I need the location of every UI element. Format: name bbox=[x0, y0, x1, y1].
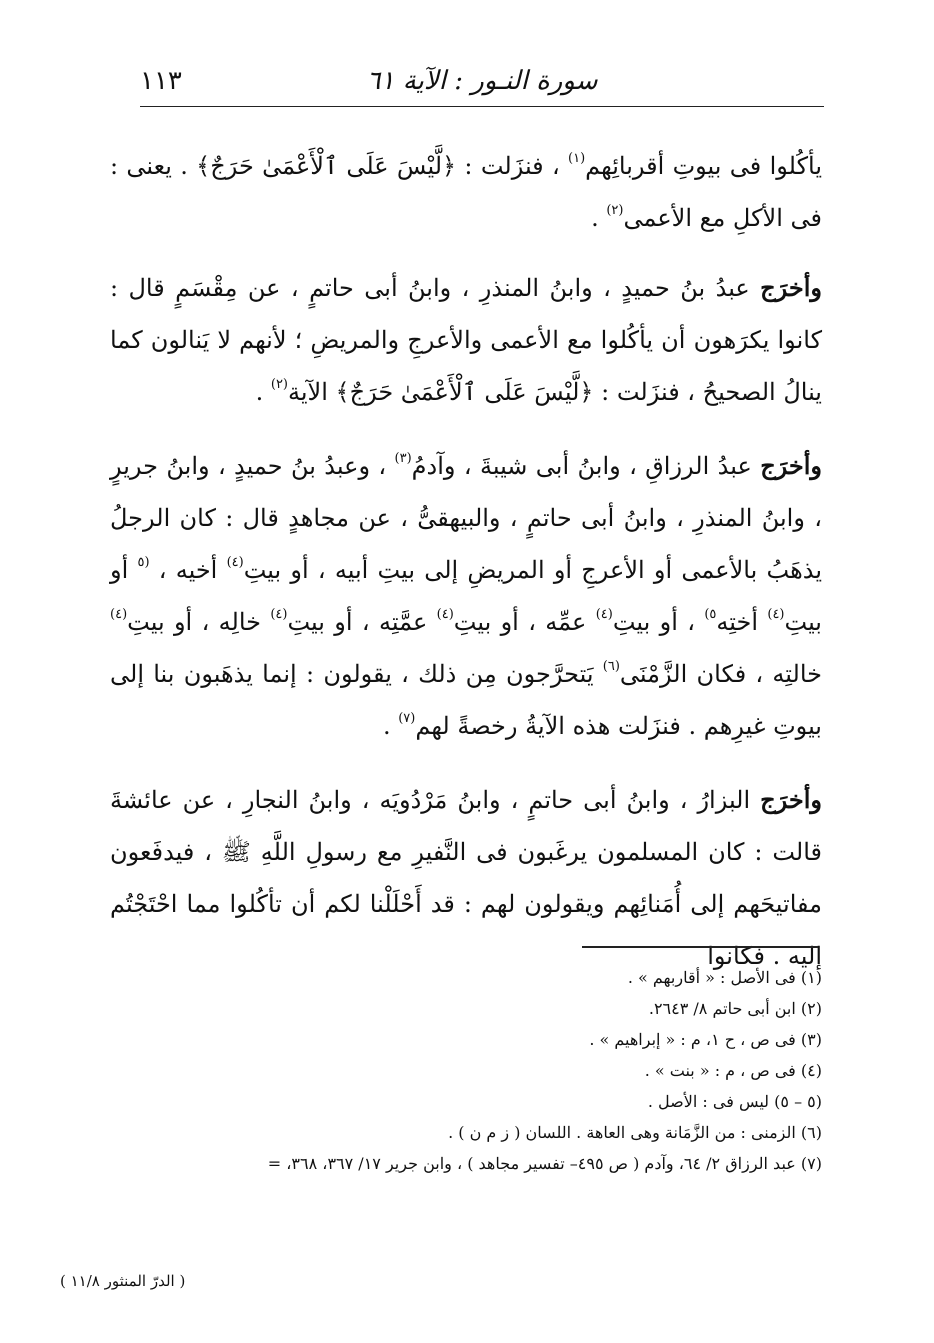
text-run: الآية bbox=[288, 378, 336, 406]
quran-verse: ﴿لَّيْسَ عَلَى ٱلْأَعْمَىٰ حَرَجٌ﴾ bbox=[335, 378, 594, 406]
footnote-marker: (٤) bbox=[110, 607, 128, 622]
footnote-7: (٧) عبد الرزاق ٢/ ٦٤، وآدم ( ص ٤٩٥– تفسير مجاهد ) ، وابن جرير ١٧/ ٣٦٧، ٣٦٨، = bbox=[267, 1154, 822, 1173]
footnote-marker: (٥ bbox=[137, 555, 150, 570]
footnote-marker: (٦) bbox=[602, 659, 620, 674]
footnote-marker: (٧) bbox=[398, 711, 416, 726]
footnote-rule bbox=[582, 946, 818, 948]
quran-verse: ﴿لَّيْسَ عَلَى ٱلْأَعْمَىٰ حَرَجٌ﴾ bbox=[196, 152, 457, 180]
lead-word: وأخرَج bbox=[760, 785, 822, 814]
text-run: أخيه ، bbox=[149, 556, 227, 584]
paragraph-4 bbox=[110, 774, 822, 982]
footnote-marker: (٤) bbox=[595, 607, 613, 622]
footnote-marker: (٤) bbox=[226, 555, 244, 570]
footnote-marker: (٤) bbox=[270, 607, 288, 622]
text-run: ، أو بيتِ bbox=[612, 608, 705, 636]
footnote-marker: ٥) bbox=[704, 607, 717, 622]
lead-word: وأخرَج bbox=[760, 451, 823, 480]
text-run: أو بيتِ bbox=[110, 556, 822, 636]
lead-word: وأخرَج bbox=[760, 273, 822, 302]
text-run: ، فنزَلت : bbox=[456, 152, 560, 180]
text-run: يَتحرَّجون مِن ذلك ، يقولون : إنما يذهَبون بنا إلى بيوتِ غيرِهم . فنزَلت هذه الآيةُ رخصةً لهم bbox=[110, 660, 822, 740]
paragraph-3 bbox=[110, 440, 822, 752]
running-title: سورة النـور : الآية ٦١ bbox=[366, 66, 598, 96]
footnote-4: (٤) فى ص ، م : « بنت » . bbox=[644, 1061, 822, 1080]
text-run: عمَّتِه ، أو بيتِ bbox=[287, 608, 437, 636]
page-number: ١١٣ bbox=[140, 66, 182, 96]
volume-reference: ( الدرّ المنثور ١١/٨ ) bbox=[60, 1272, 186, 1290]
footnote-1: (١) فى الأصل : « أقاربهم » . bbox=[627, 968, 822, 987]
footnote-6: (٦) الزمنى : من الزَّمَانة وهى العاهة . اللسان ( ز م ن ) . bbox=[448, 1123, 822, 1142]
text-run: . يعنى : فى الأكلِ مع الأعمى bbox=[110, 152, 822, 232]
text-run: يأكُلوا فى بيوتِ أقربائِهم bbox=[585, 152, 822, 180]
text-run: . bbox=[591, 204, 599, 232]
text-run: خالِه ، أو بيتِ bbox=[127, 608, 271, 636]
text-run: عمِّه ، أو بيتِ bbox=[453, 608, 596, 636]
footnote-marker: (٢) bbox=[270, 377, 288, 392]
footnote-marker: (٤) bbox=[767, 607, 785, 622]
text-run: خالتِه ، فكان الزَّمْنَى bbox=[619, 660, 822, 688]
header-rule bbox=[140, 106, 824, 107]
text-run: ، وعبدُ بنُ حميدٍ ، وابنُ جريرٍ ، وابنُ المنذرِ ، وابنُ أبى حاتمٍ ، والبيهقىُّ ، عن مجاهدٍ قال : كان الرجلُ يذهَبُ بالأعمى أو الأعرجِ أو المريضِ إلى بيتِ أبيه ، أو بيتِ bbox=[110, 452, 823, 584]
footnote-marker: (٤) bbox=[436, 607, 454, 622]
footnote-marker: (٢) bbox=[606, 203, 624, 218]
text-run: . bbox=[255, 378, 271, 406]
footnote-5: (٥ – ٥) ليس فى : الأصل . bbox=[647, 1092, 822, 1111]
footnote-3: (٣) فى ص ، ح ١، م : « إبراهيم » . bbox=[589, 1030, 822, 1049]
text-run: عبدُ بنُ حميدٍ ، وابنُ المنذرِ ، وابنُ أبى حاتمٍ ، عن مِقْسَمٍ قال : كانوا يكرَهون أن يأكُلوا مع الأعمى والأعرجِ والمريضِ ؛ لأنهم لا يَنالون كما ينالُ الصحيحُ ، فنزَلت : bbox=[110, 274, 822, 406]
text-run: عبدُ الرزاقِ ، وابنُ أبى شيبةَ ، وآدمُ bbox=[411, 452, 761, 480]
text-run: البزارُ ، وابنُ أبى حاتمٍ ، وابنُ مَرْدُويَه ، وابنُ النجارِ ، عن عائشةَ قالت : كان المسلمون يرغَبون فى النَّفيرِ مع رسولِ اللَّهِ ﷺ ، فيدفَعون مفاتيحَهم إلى أُمَنائِهم ويقولون لهم : قد أَحْلَلْنا لكم أن تأكُلوا مما احْتَجْتُم إليه . فكانوا bbox=[110, 786, 822, 970]
footnote-marker: (٣) bbox=[394, 451, 412, 466]
footnote-marker: (١) bbox=[568, 151, 586, 166]
text-run: . bbox=[382, 712, 399, 740]
footnotes bbox=[90, 962, 822, 1179]
text-run: أختِه bbox=[716, 608, 768, 636]
main-text bbox=[110, 140, 822, 1004]
paragraph-1 bbox=[110, 140, 822, 244]
page-header bbox=[140, 58, 824, 102]
paragraph-2 bbox=[110, 262, 822, 418]
footnote-2: (٢) ابن أبى حاتم ٨/ ٢٦٤٣. bbox=[648, 999, 822, 1018]
